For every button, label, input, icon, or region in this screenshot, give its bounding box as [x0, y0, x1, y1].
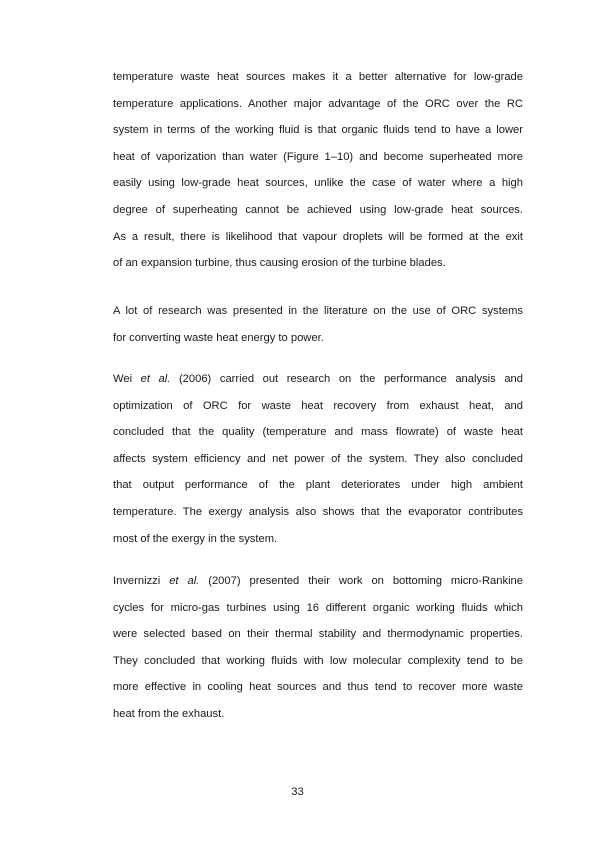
text-line: affects system efficiency and net power of the system. They also concluded	[113, 452, 523, 465]
text-line: Wei et al. (2006) carried out research on the performance analysis and	[113, 373, 523, 385]
text-line: A lot of research was presented in the literature on the use of ORC systems	[113, 305, 523, 317]
text-line: concluded that the quality (temperature and mass flowrate) of waste heat	[113, 426, 523, 439]
text-line: temperature. The exergy analysis also shows that the evaporator contributes	[113, 505, 523, 518]
text-line: degree of superheating cannot be achieved using low-grade heat sources.	[113, 203, 523, 216]
text-line: Invernizzi et al. (2007) presented their work on bottoming micro-Rankine	[113, 575, 524, 587]
text-line: easily using low-grade heat sources, unlike the case of water where a high	[113, 177, 523, 190]
paragraph-literature-intro	[113, 298, 523, 351]
text-line: temperature waste heat sources makes it a better alternative for low-grade	[113, 71, 523, 83]
text-line: of an expansion turbine, thus causing erosion of the turbine blades.	[113, 257, 446, 270]
text-line: were selected based on their thermal stability and thermodynamic properties.	[113, 628, 523, 641]
text-line: As a result, there is likelihood that vapour droplets will be formed at the exit	[113, 230, 523, 243]
text-line: that output performance of the plant deteriorates under high ambient	[113, 479, 523, 492]
author-name: Wei	[113, 373, 133, 385]
text-line: cycles for micro-gas turbines using 16 different organic working fluids which	[113, 601, 523, 614]
paragraph-orc-advantages	[113, 64, 523, 277]
page-number: 33	[291, 786, 304, 798]
et-al: et al.	[140, 373, 171, 385]
text-line: They concluded that working fluids with low molecular complexity tend to be	[113, 654, 523, 667]
text-line: optimization of ORC for waste heat recovery from exhaust heat, and	[113, 399, 523, 412]
text-line: heat from the exhaust.	[113, 707, 225, 720]
text-line: more effective in cooling heat sources and thus tend to recover more waste	[113, 681, 523, 694]
text-line: temperature applications. Another major advantage of the ORC over the RC	[113, 97, 523, 110]
et-al: et al.	[169, 575, 200, 587]
text-line: heat of vaporization than water (Figure 1–10) and become superheated more	[113, 150, 523, 163]
paragraph-wei-2006	[113, 366, 523, 552]
author-name: Invernizzi	[113, 575, 161, 587]
text-line: most of the exergy in the system.	[113, 532, 278, 545]
paragraph-invernizzi-2007	[113, 568, 523, 728]
text-line: system in terms of the working fluid is that organic fluids tend to have a lower	[113, 124, 523, 137]
text-line: for converting waste heat energy to power.	[113, 331, 324, 344]
